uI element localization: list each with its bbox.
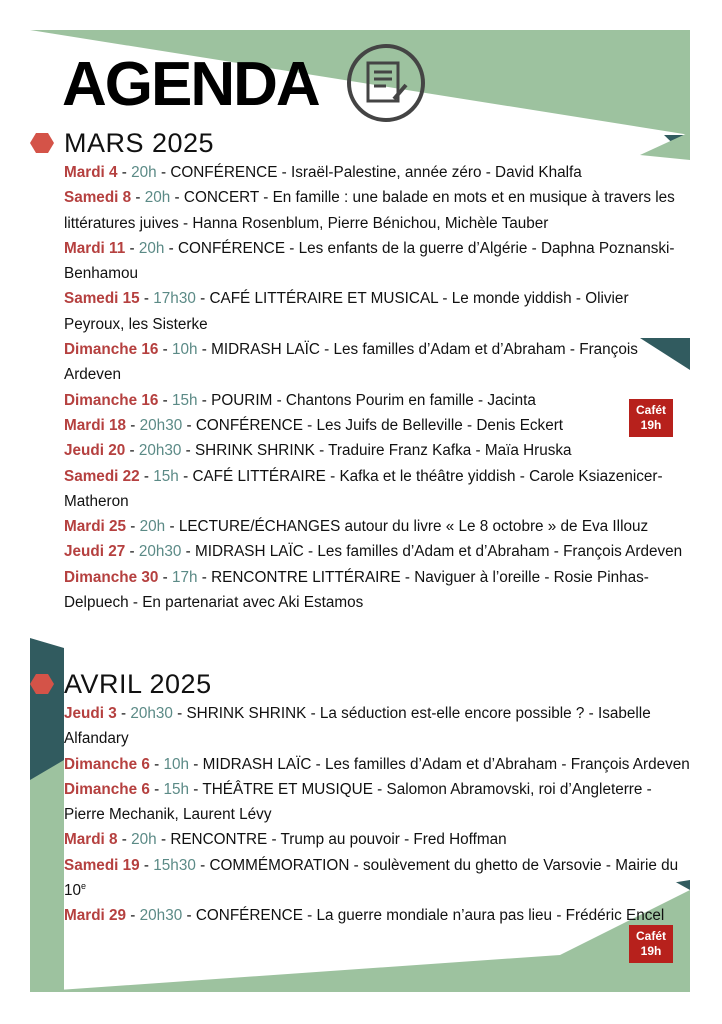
event-item: Mardi 4 - 20h - CONFÉRENCE - Israël-Palestine, année zéro - David Khalfa bbox=[64, 164, 582, 181]
event-time: 17h bbox=[171, 568, 198, 586]
event-day: Jeudi 20 bbox=[64, 442, 126, 460]
event-time: 15h bbox=[171, 391, 198, 409]
event-item: Jeudi 20 - 20h30 - SHRINK SHRINK - Traduire Franz Kafka - Maïa Hruska bbox=[64, 442, 572, 460]
event-item: Dimanche 6 - 15h - THÉÂTRE ET MUSIQUE - Salomon Abramovski, roi d’Angleterre - Pierre Mechanik, Laurent Lévy bbox=[64, 780, 652, 824]
event-text: MIDRASH LAÏC - Les familles d’Adam et d’Abraham - François Ardeven bbox=[64, 341, 638, 384]
event-day: Samedi 15 bbox=[64, 290, 140, 308]
event-day: Dimanche 6 bbox=[64, 780, 150, 798]
hexagon-bullet-icon bbox=[30, 672, 54, 696]
event-item: Samedi 22 - 15h - CAFÉ LITTÉRAIRE - Kafka et le théâtre yiddish - Carole Ksiazenicer-Matheron bbox=[64, 467, 663, 510]
event-time: 20h bbox=[131, 831, 157, 849]
event-item: Dimanche 16 - 15h - POURIM - Chantons Pourim en famille - Jacinta bbox=[64, 391, 536, 409]
page-title: AGENDA bbox=[62, 50, 319, 119]
event-text: LECTURE/ÉCHANGES autour du livre « Le 8 octobre » de Eva Illouz bbox=[178, 518, 649, 536]
month-header-mars bbox=[30, 125, 214, 161]
superscript: e bbox=[81, 880, 87, 891]
month-label: MARS 2025 bbox=[64, 127, 215, 158]
bg-green-right-stripe bbox=[640, 132, 690, 160]
month-label: AVRIL 2025 bbox=[64, 668, 212, 699]
event-item: Jeudi 27 - 20h30 - MIDRASH LAÏC - Les familles d’Adam et d’Abraham - François Ardeven bbox=[64, 543, 683, 561]
event-day: Mardi 29 bbox=[64, 907, 127, 925]
cafet-badge bbox=[629, 399, 673, 437]
event-item: Dimanche 30 - 17h - RENCONTRE LITTÉRAIRE - Naviguer à l’oreille - Rosie Pinhas-Delpuech - En partenariat avec Aki Estamos bbox=[64, 568, 649, 612]
event-text: RENCONTRE - Trump au pouvoir - Fred Hoffman bbox=[170, 831, 507, 849]
event-text: CONFÉRENCE - Les Juifs de Belleville - Denis Eckert bbox=[195, 416, 564, 434]
hexagon-bullet-icon bbox=[30, 131, 54, 155]
event-item: Mardi 11 - 20h - CONFÉRENCE - Les enfants de la guerre d’Algérie - Daphna Poznanski-Benhamou bbox=[64, 239, 675, 283]
event-text: CONCERT - En famille : une balade en mots et en musique à travers les littératures juives - Hanna Rosenblum, Pierre Bénichou, Michèle Tauber bbox=[64, 189, 675, 232]
badge-line-1: Cafét bbox=[635, 929, 666, 943]
event-item: Dimanche 6 - 10h - MIDRASH LAÏC - Les familles d’Adam et d’Abraham - François Ardeven bbox=[64, 755, 690, 773]
event-text: POURIM - Chantons Pourim en famille - Jacinta bbox=[211, 391, 536, 409]
event-time: 15h30 bbox=[153, 856, 196, 874]
event-text: CONFÉRENCE - Les enfants de la guerre d’Algérie - Daphna Poznanski-Benhamou bbox=[64, 239, 675, 283]
event-text: CONFÉRENCE - La guerre mondiale n’aura pas lieu - Frédéric Encel bbox=[195, 907, 665, 925]
event-time: 15h bbox=[163, 780, 190, 798]
event-item: Mardi 18 - 20h30 - CONFÉRENCE - Les Juifs de Belleville - Denis Eckert bbox=[64, 416, 564, 434]
event-text: MIDRASH LAÏC - Les familles d’Adam et d’Abraham - François Ardeven bbox=[194, 543, 683, 561]
event-day: Mardi 8 bbox=[64, 831, 118, 849]
event-list-mars bbox=[64, 160, 690, 615]
event-text: CAFÉ LITTÉRAIRE - Kafka et le théâtre yiddish - Carole Ksiazenicer-Matheron bbox=[64, 467, 663, 510]
event-list-avril bbox=[64, 701, 690, 929]
event-time: 20h30 bbox=[138, 543, 182, 561]
event-day: Jeudi 27 bbox=[64, 543, 126, 561]
event-text: COMMÉMORATION - soulèvement du ghetto de Varsovie - Mairie du 10 bbox=[64, 856, 679, 900]
event-item: Mardi 29 - 20h30 - CONFÉRENCE - La guerre mondiale n’aura pas lieu - Frédéric Encel bbox=[64, 907, 665, 925]
event-time: 10h bbox=[163, 755, 190, 773]
event-day: Mardi 18 bbox=[64, 416, 127, 434]
event-text: CONFÉRENCE - Israël-Palestine, année zéro - David Khalfa bbox=[170, 164, 582, 181]
event-day: Samedi 8 bbox=[64, 189, 132, 207]
badge-line-2: 19h bbox=[640, 418, 662, 432]
bg-green-left bbox=[30, 760, 64, 992]
event-text: SHRINK SHRINK - Traduire Franz Kafka - Maïa Hruska bbox=[194, 442, 572, 460]
event-day: Mardi 4 bbox=[64, 164, 118, 181]
event-time: 20h bbox=[131, 164, 157, 181]
event-item: Samedi 19 - 15h30 - COMMÉMORATION - soulèvement du ghetto de Varsovie - Mairie du 10e bbox=[64, 856, 679, 900]
badge-line-1: Cafét bbox=[635, 403, 666, 417]
event-item: Samedi 8 - 20h - CONCERT - En famille : une balade en mots et en musique à travers les littératures juives - Hanna Rosenblum, Pierre Bénichou, Michèle Tauber bbox=[64, 189, 675, 232]
event-item: Mardi 8 - 20h - RENCONTRE - Trump au pouvoir - Fred Hoffman bbox=[64, 831, 507, 849]
event-item: Dimanche 16 - 10h - MIDRASH LAÏC - Les familles d’Adam et d’Abraham - François Ardeven bbox=[64, 341, 638, 384]
event-text: CAFÉ LITTÉRAIRE ET MUSICAL - Le monde yiddish - Olivier Peyroux, les Sisterke bbox=[64, 290, 629, 333]
event-item: Samedi 15 - 17h30 - CAFÉ LITTÉRAIRE ET MUSICAL - Le monde yiddish - Olivier Peyroux, les Sisterke bbox=[64, 290, 629, 333]
event-day: Samedi 19 bbox=[64, 856, 140, 874]
event-time: 20h30 bbox=[130, 705, 173, 722]
event-text: SHRINK SHRINK - La séduction est-elle encore possible ? - Isabelle Alfandary bbox=[64, 705, 651, 748]
badge-line-2: 19h bbox=[640, 944, 662, 958]
event-day: Dimanche 16 bbox=[64, 341, 159, 359]
event-text: MIDRASH LAÏC - Les familles d’Adam et d’Abraham - François Ardeven bbox=[202, 755, 690, 773]
event-text: THÉÂTRE ET MUSIQUE - Salomon Abramovski, roi d’Angleterre - Pierre Mechanik, Laurent Lévy bbox=[64, 780, 652, 824]
cafet-badge bbox=[629, 925, 673, 963]
event-time: 15h bbox=[153, 467, 179, 485]
event-time: 20h bbox=[138, 239, 165, 257]
event-item: Jeudi 3 - 20h30 - SHRINK SHRINK - La séduction est-elle encore possible ? - Isabelle Alfandary bbox=[64, 705, 651, 748]
event-time: 20h30 bbox=[139, 416, 183, 434]
event-time: 17h30 bbox=[153, 290, 196, 308]
event-item: Mardi 25 - 20h - LECTURE/ÉCHANGES autour du livre « Le 8 octobre » de Eva Illouz bbox=[64, 518, 649, 536]
event-text: RENCONTRE LITTÉRAIRE - Naviguer à l’oreille - Rosie Pinhas-Delpuech - En partenariat avec Aki Estamos bbox=[64, 568, 649, 612]
event-time: 20h30 bbox=[139, 907, 183, 925]
event-day: Dimanche 30 bbox=[64, 568, 159, 586]
event-time: 20h bbox=[144, 189, 171, 207]
event-day: Dimanche 16 bbox=[64, 391, 159, 409]
event-day: Samedi 22 bbox=[64, 467, 140, 485]
event-time: 20h bbox=[139, 518, 166, 536]
event-day: Mardi 25 bbox=[64, 518, 127, 536]
event-day: Dimanche 6 bbox=[64, 755, 150, 773]
month-header-avril bbox=[30, 666, 212, 702]
event-day: Jeudi 3 bbox=[64, 705, 117, 722]
document-icon bbox=[346, 43, 426, 123]
event-day: Mardi 11 bbox=[64, 239, 126, 257]
event-time: 20h30 bbox=[138, 442, 182, 460]
event-time: 10h bbox=[171, 341, 198, 359]
